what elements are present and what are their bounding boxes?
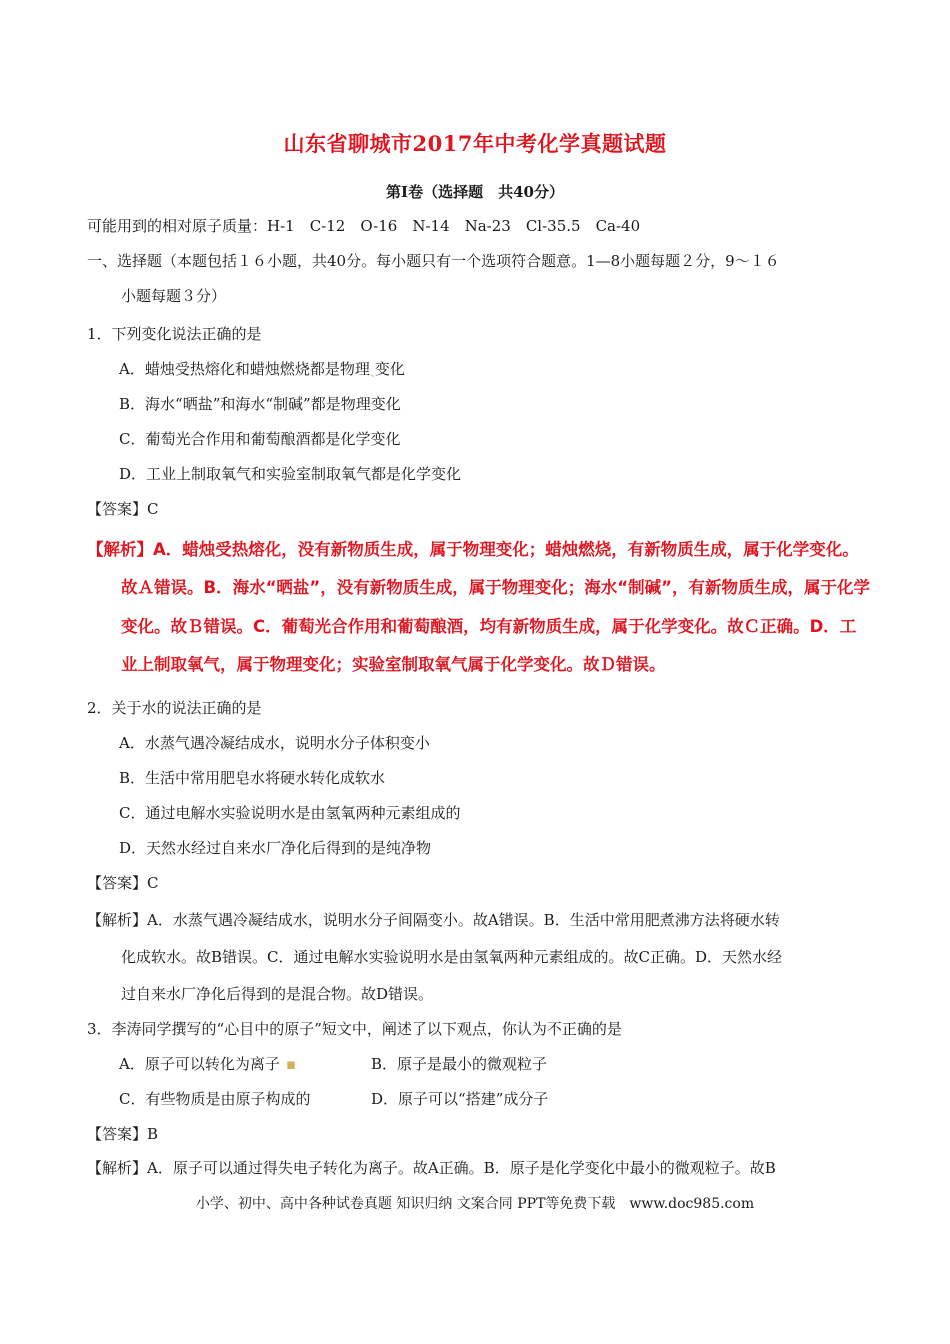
section-heading-line1: 一、选择题（本题包括１６小题，共40分。每小题只有一个选项符合题意。1—8小题每题２分，9～１６ [87, 252, 780, 270]
question-1-answer: 【答案】C [87, 500, 159, 518]
section-subtitle: 第Ⅰ卷（选择题 共40分） [386, 183, 564, 201]
question-3-answer: 【答案】B [87, 1125, 159, 1143]
atomic-mass-line: 可能用到的相对原子质量：H-1 C-12 O-16 N-14 Na-23 Cl-35.5 Ca-40 [87, 217, 641, 235]
question-3-option-d: D．原子可以“搭建”成分子 [371, 1090, 549, 1108]
question-3-option-a: A．原子可以转化为离子 ▪ [119, 1055, 297, 1073]
question-2-analysis-line1: 【解析】A．水蒸气遇冷凝结成水，说明水分子间隔变小。故A错误。B．生活中常用肥煮沸方法将硬水转 [87, 911, 780, 929]
question-2-option-d: D．天然水经过自来水厂净化后得到的是纯净物 [119, 839, 432, 857]
question-1-option-c: C．葡萄光合作用和葡萄酿酒都是化学变化 [119, 430, 401, 448]
question-2-answer: 【答案】C [87, 874, 159, 892]
question-3-stem: 3．李涛同学撰写的“心目中的原子”短文中，阐述了以下观点，你认为不正确的是 [87, 1020, 622, 1038]
question-1-analysis-line1: 【解析】A．蜡烛受热熔化，没有新物质生成，属于物理变化；蜡烛燃烧，有新物质生成，属于化学变化。 [87, 540, 859, 559]
question-3-option-b: B．原子是最小的微观粒子 [371, 1055, 548, 1073]
question-2-analysis-line3: 过自来水厂净化后得到的是混合物。故D错误。 [121, 985, 434, 1003]
question-3-analysis-line1: 【解析】A．原子可以通过得失电子转化为离子。故A正确。B．原子是化学变化中最小的微观粒子。故B [87, 1159, 776, 1177]
stray-mark: ▪ [285, 1055, 297, 1073]
stray-mark: ˎ [369, 360, 375, 378]
question-2-analysis-line2: 化成软水。故B错误。C．通过电解水实验说明水是由氢氧两种元素组成的。故C正确。D．天然水经 [121, 948, 783, 966]
question-2-option-c: C．通过电解水实验说明水是由氢氧两种元素组成的 [119, 804, 461, 822]
section-heading-line2: 小题每题３分） [121, 287, 227, 305]
question-3-option-c: C．有些物质是由原子构成的 [119, 1090, 311, 1108]
question-2-stem: 2．关于水的说法正确的是 [87, 699, 262, 717]
question-1-analysis-line4: 业上制取氧气，属于物理变化；实验室制取氧气属于化学变化。故Ｄ错误。 [121, 655, 666, 674]
page-title: 山东省聊城市2017年中考化学真题试题 [283, 131, 667, 156]
question-1-option-d: D．工业上制取氧气和实验室制取氧气都是化学变化 [119, 465, 462, 483]
question-1-option-b: B．海水“晒盐”和海水“制碱”都是物理变化 [119, 395, 401, 413]
question-1-analysis-line2: 故Ａ错误。B．海水“晒盐”，没有新物质生成，属于物理变化；海水“制碱”，有新物质生成，属于化学 [121, 578, 870, 597]
question-1-analysis-line3: 变化。故Ｂ错误。C．葡萄光合作用和葡萄酿酒，均有新物质生成，属于化学变化。故Ｃ正确。D．工 [121, 617, 857, 636]
question-1-option-a: A．蜡烛受热熔化和蜡烛燃烧都是物理ˎ变化 [119, 360, 405, 378]
page-footer: 小学、初中、高中各种试卷真题 知识归纳 文案合同 PPT等免费下载 www.doc985.com [195, 1196, 755, 1212]
question-1-stem: 1．下列变化说法正确的是 [87, 325, 262, 343]
question-2-option-b: B．生活中常用肥皂水将硬水转化成软水 [119, 769, 386, 787]
question-2-option-a: A．水蒸气遇冷凝结成水，说明水分子体积变小 [119, 734, 430, 752]
